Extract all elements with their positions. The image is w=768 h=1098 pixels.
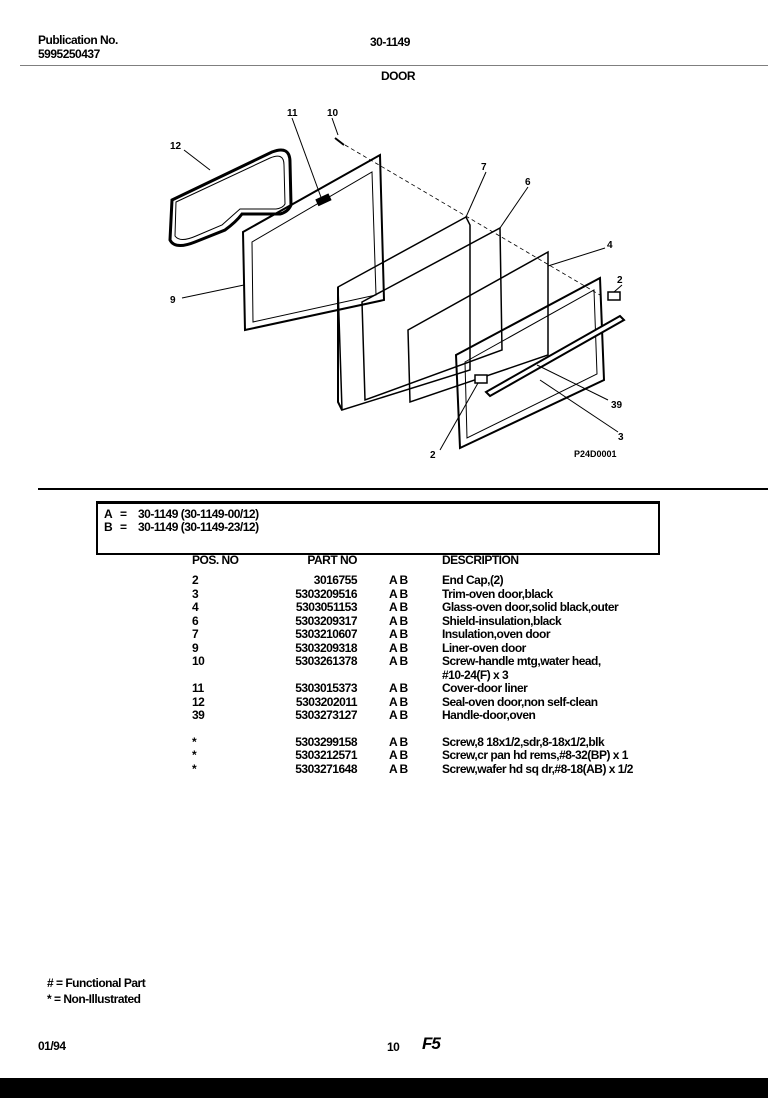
svg-text:7: 7 <box>481 162 487 173</box>
table-row: 11 5303015373 A B Cover-door liner <box>192 681 528 695</box>
parts-table <box>192 554 662 776</box>
footer-date: 01/94 <box>38 1039 66 1053</box>
table-row-non-illustrated: * 5303271648 A B Screw,wafer hd sq dr,#8-18(AB) x 1/2 <box>192 761 633 776</box>
header-pos-no: POS. NO <box>192 553 239 567</box>
model-legend-box <box>96 501 660 555</box>
page-number: 10 <box>387 1040 400 1054</box>
svg-text:2: 2 <box>617 275 623 286</box>
insulation-part <box>338 217 470 410</box>
footnote-non-illustrated: * = Non-Illustrated <box>47 992 141 1006</box>
table-row-continuation: #10-24(F) x 3 <box>442 667 509 682</box>
door-liner-part <box>243 155 384 330</box>
table-row-non-illustrated: * 5303212571 A B Screw,cr pan hd rems,#8-32(BP) x 1 <box>192 748 628 762</box>
footnote-functional: # = Functional Part <box>47 976 146 990</box>
table-row-non-illustrated: * 5303299158 A B Screw,8 18x1/2,sdr,8-18x1/2,blk <box>192 734 605 749</box>
table-spacer <box>192 723 662 736</box>
header-part-no: PART NO <box>307 553 357 567</box>
table-row: 39 5303273127 A B Handle-door,oven <box>192 708 536 722</box>
table-row: 3 5303209516 A B Trim-oven door,black <box>192 586 553 601</box>
exploded-door-diagram <box>150 100 650 470</box>
svg-text:P24D0001: P24D0001 <box>574 449 617 459</box>
svg-text:9: 9 <box>170 295 176 306</box>
section-title: DOOR <box>381 69 415 83</box>
table-row: 6 5303209317 A B Shield-insulation,black <box>192 613 562 628</box>
table-row: 10 5303261378 A B Screw-handle mtg,water head, <box>192 654 601 668</box>
publication-number: 5995250437 <box>38 47 100 61</box>
svg-text:11: 11 <box>287 108 298 119</box>
table-row: 2 3016755 A B End Cap,(2) <box>192 573 504 587</box>
svg-text:6: 6 <box>525 177 531 188</box>
table-row: 7 5303210607 A B Insulation,oven door <box>192 627 551 641</box>
table-row: 4 5303051153 A B Glass-oven door,solid black,outer <box>192 600 619 614</box>
model-legend-a: A = 30-1149 (30-1149-00/12) <box>104 507 259 521</box>
svg-text:3: 3 <box>618 432 624 443</box>
model-legend-b: B = 30-1149 (30-1149-23/12) <box>104 520 259 534</box>
footer-code: F5 <box>422 1034 440 1053</box>
publication-label: Publication No. <box>38 33 118 47</box>
svg-text:2: 2 <box>430 450 436 461</box>
table-row: 9 5303209318 A B Liner-oven door <box>192 640 526 655</box>
model-number: 30-1149 <box>370 35 410 49</box>
door-seal-part <box>170 150 291 246</box>
scan-bottom-edge <box>0 1078 768 1098</box>
table-row: 12 5303202011 A B Seal-oven door,non self-clean <box>192 694 598 709</box>
svg-text:4: 4 <box>607 240 613 251</box>
parts-table-header <box>192 554 662 574</box>
svg-text:39: 39 <box>611 400 623 411</box>
section-divider <box>38 488 768 490</box>
header-description: DESCRIPTION <box>442 553 519 567</box>
header-divider <box>20 65 768 66</box>
trim-frame-part <box>456 278 604 448</box>
svg-text:10: 10 <box>327 108 339 119</box>
svg-text:12: 12 <box>170 141 182 152</box>
